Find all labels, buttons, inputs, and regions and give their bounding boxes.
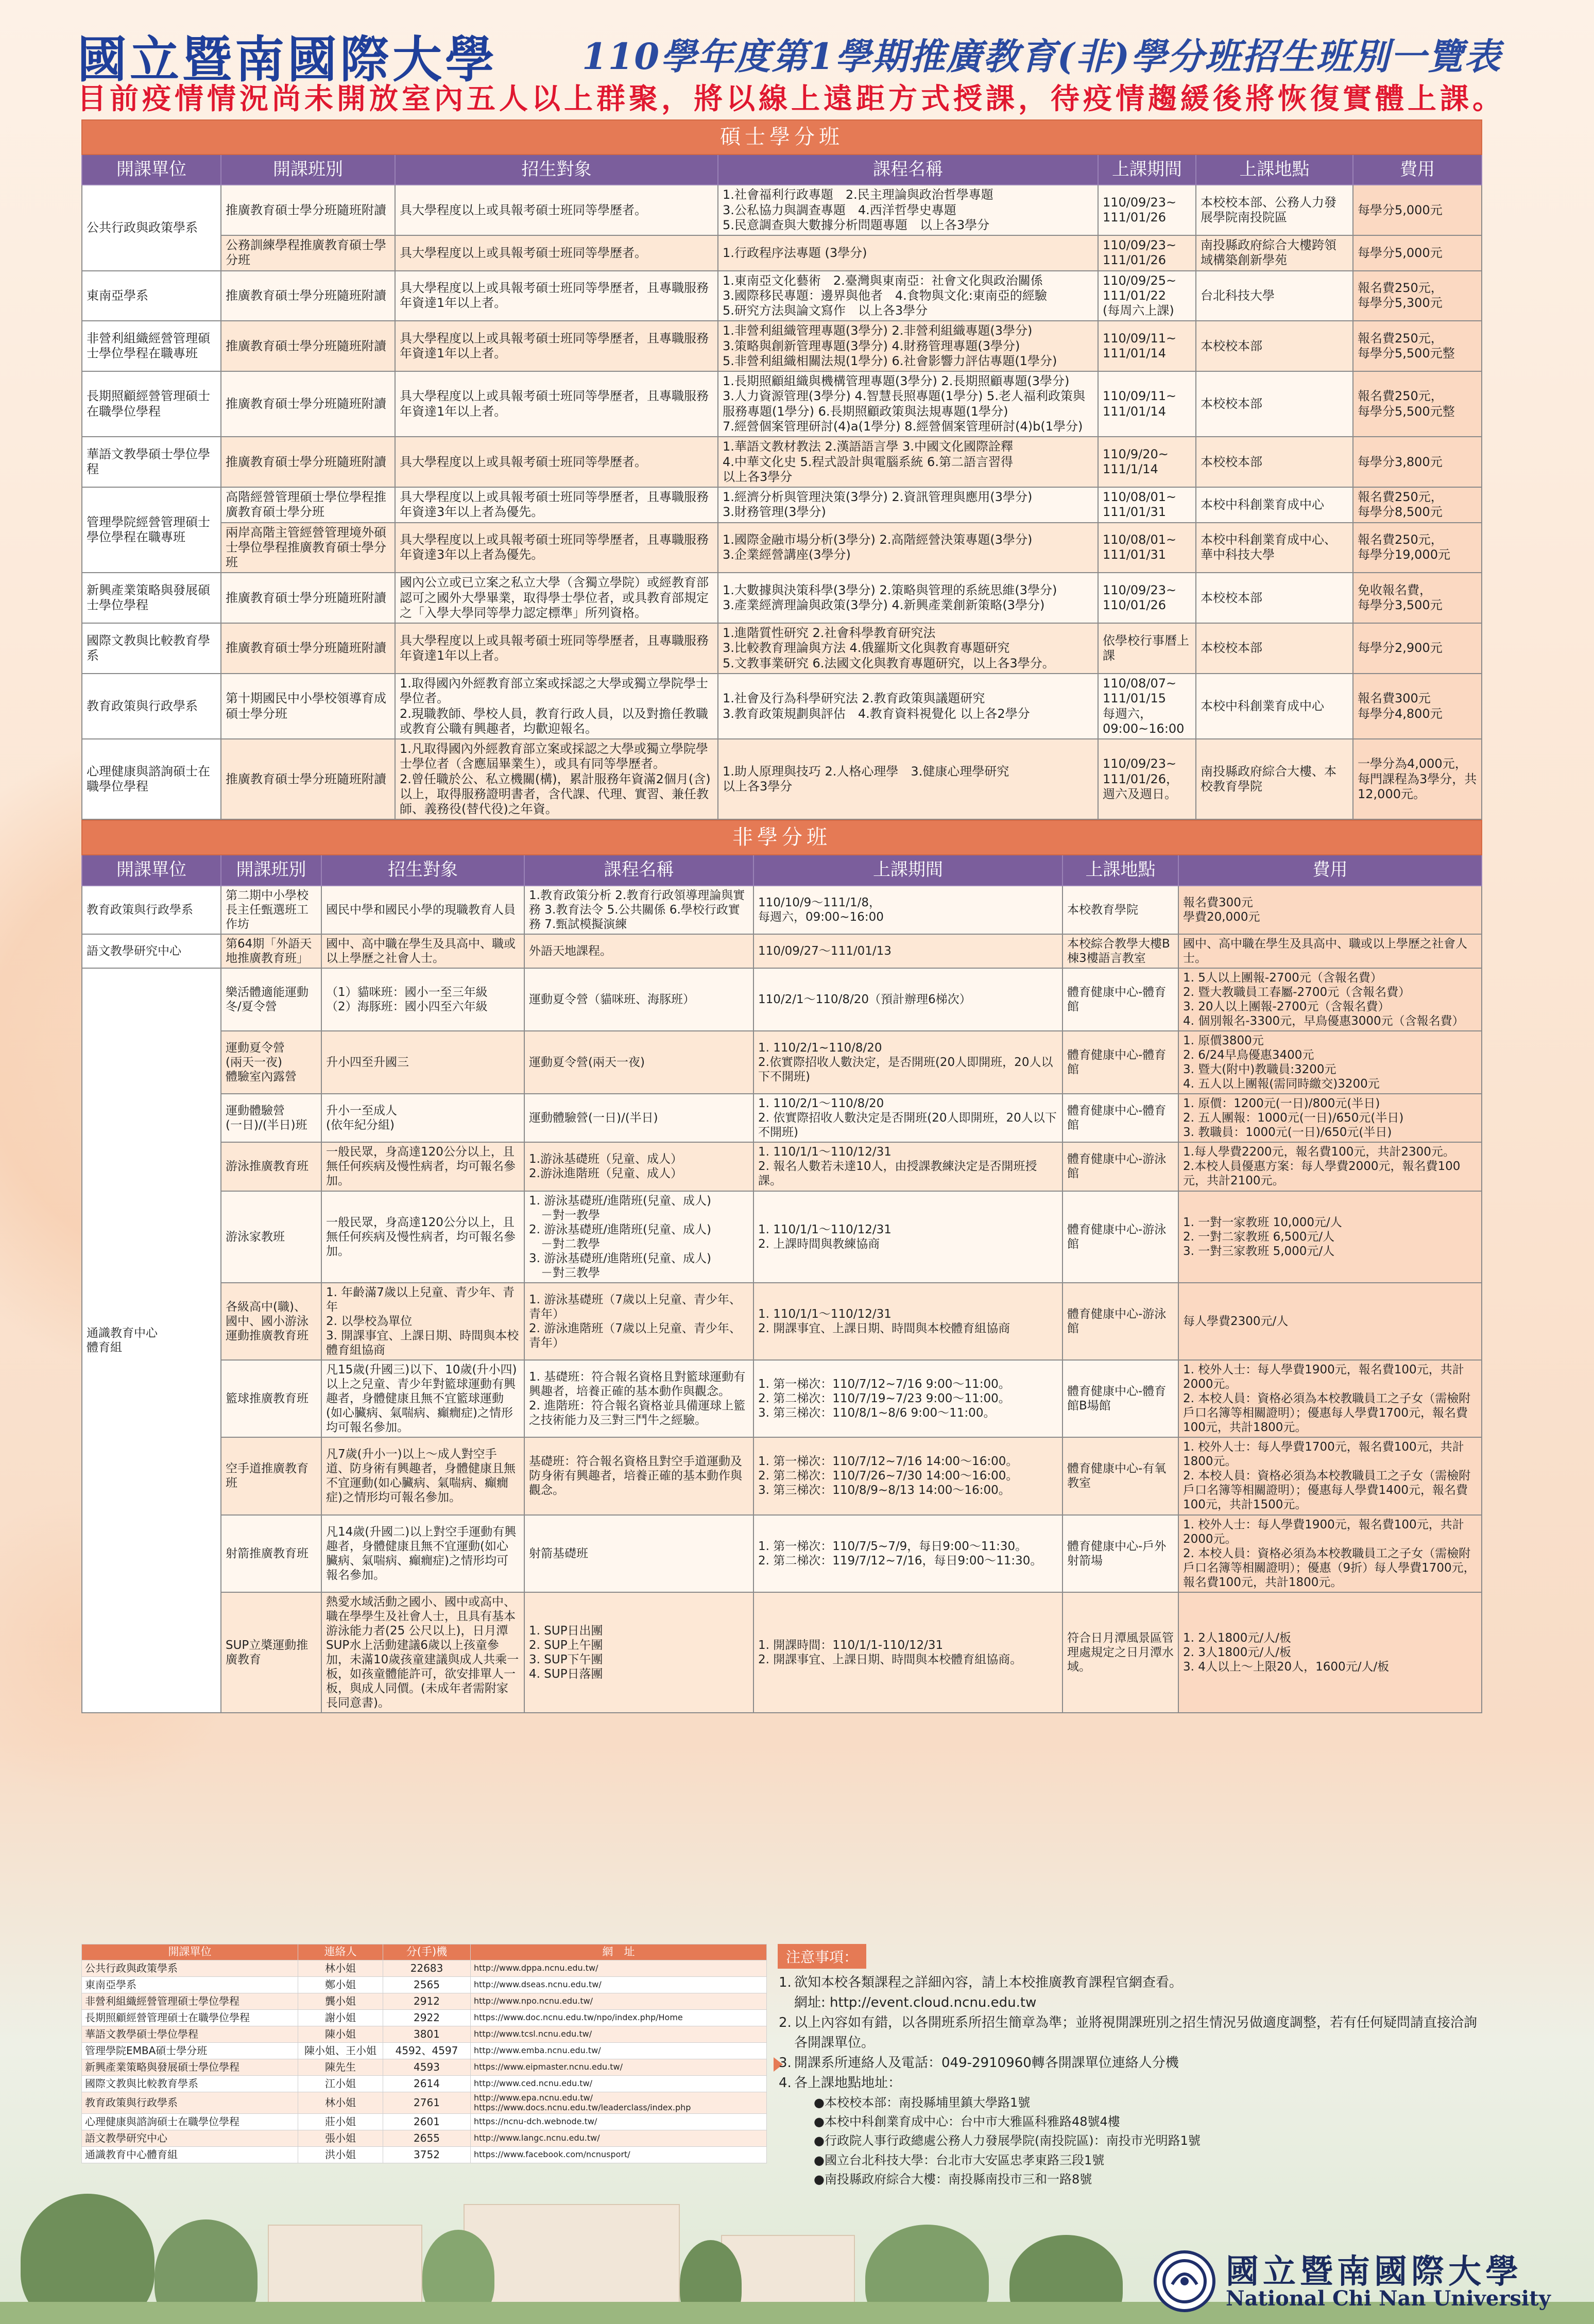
contact-cell: 林小姐: [298, 2092, 383, 2113]
note-number: 4.: [779, 2075, 792, 2091]
target-cell: 具大學程度以上或具報考碩士班同等學歷者，且專職服務年資達1年以上者。: [395, 371, 718, 437]
column-header: 上課地點: [1062, 855, 1178, 885]
section-title-noncredit: 非學分班: [82, 820, 1482, 855]
target-cell: 國中、高中職在學生及具高中、職或以上學歷之社會人士。: [321, 934, 524, 968]
course-tables: [81, 119, 1481, 1713]
table-row: [82, 1360, 1482, 1437]
period-cell: 1. 第一梯次：110/7/12~7/16 9:00～11:00。 2. 第二梯次：110/7/19~7/23 9:00～11:00。 3. 第三梯次：110/8/1~8/6 9:00～11:00。: [753, 1360, 1062, 1437]
contact-column-header: 網 址: [471, 1944, 767, 1960]
table-row: [82, 886, 1482, 934]
note-text: 以上內容如有錯，以各開班系所招生簡章為準；並將視開課班別之招生情況另做適度調整，若有任何疑問請直接洽詢各開課單位。: [794, 2015, 1478, 2051]
course-cell: 1.游泳基礎班（兒童、成人） 2.游泳進階班（兒童、成人）: [524, 1142, 753, 1191]
period-cell: 1. 110/1/1～110/12/31 2. 開課事宜、上課日期、時間與本校體育組協商: [753, 1283, 1062, 1360]
place-cell: 南投縣政府綜合大樓、本校教育學院: [1196, 739, 1353, 819]
column-header: 費用: [1178, 855, 1482, 885]
course-cell: 1.長期照顧組織與機構管理專題(3學分) 2.長期照顧專題(3學分) 3.人力資源管理(3學分) 4.智慧長照專題(1學分) 5.老人福利政策與服務專題(1學分) 6.長期照顧政策與法規專題(1學分) 7.經營個案管理研討(4)a(1學分) 8.經營個案管理研討(4)b(1學分): [718, 371, 1098, 437]
course-cell: 1.行政程序法專題 (3學分): [718, 235, 1098, 271]
contact-cell: 心理健康與諮詢碩士在職學位學程: [82, 2113, 298, 2130]
column-header: 課程名稱: [718, 154, 1098, 185]
logo-emblem-icon: [1154, 2250, 1215, 2312]
fee-cell: 每學分3,800元: [1353, 437, 1482, 487]
place-cell: 體育健康中心-有氧教室: [1062, 1437, 1178, 1514]
unit-cell: 心理健康與諮詢碩士在職學位學程: [82, 739, 221, 819]
table-row: [82, 487, 1482, 523]
contact-cell: 林小姐: [298, 1960, 383, 1976]
note-item: [779, 2013, 1488, 2053]
note-text: 各上課地點地址：: [794, 2075, 902, 2091]
period-cell: 110/2/1～110/8/20（預計辦理6梯次）: [753, 968, 1062, 1031]
cls-cell: 游泳推廣教育班: [221, 1142, 321, 1191]
unit-cell: 新興產業策略與發展碩士學位學程: [82, 573, 221, 623]
cls-cell: 籃球推廣教育班: [221, 1360, 321, 1437]
unit-cell: 東南亞學系: [82, 271, 221, 321]
target-cell: 一般民眾，身高達120公分以上，且無任何疾病及慢性病者，均可報名參加。: [321, 1191, 524, 1283]
fee-cell: 每學分2,900元: [1353, 623, 1482, 674]
table-row: [82, 934, 1482, 968]
course-cell: 運動體驗營(一日)/(半日): [524, 1094, 753, 1142]
course-cell: 1.經濟分析與管理決策(3學分) 2.資訊管理與應用(3學分) 3.財務管理(3學分): [718, 487, 1098, 523]
table-row: [82, 185, 1482, 235]
cls-cell: 第十期國民中小學校領導育成碩士學分班: [221, 674, 395, 739]
unit-cell: 教育政策與行政學系: [82, 886, 221, 934]
contact-cell: 張小姐: [298, 2130, 383, 2146]
course-cell: 基礎班：符合報名資格且對空手道運動及防身術有興趣者，培養正確的基本動作與觀念。: [524, 1437, 753, 1514]
document-title: 110學年度第1學期推廣教育(非)學分班招生班別一覽表: [582, 35, 1502, 78]
place-cell: 台北科技大學: [1196, 271, 1353, 321]
period-cell: 110/10/9～111/1/8， 每週六，09:00~16:00: [753, 886, 1062, 934]
contact-cell: 2922: [383, 2009, 471, 2026]
notes-title: 注意事項：: [778, 1944, 866, 1969]
target-cell: 1.凡取得國內外經教育部立案或採認之大學或獨立學院學士學位者（含應屆畢業生），或具有同等學歷者。 2.曾任職於公、私立機關(構)，累計服務年資滿2個月(含)以上，取得服務證明書者，含代課、代理、實習、兼任教師、義務役(替代役)之年資。: [395, 739, 718, 819]
contact-row: [82, 2059, 767, 2075]
contact-row: [82, 1960, 767, 1976]
table-row: [82, 523, 1482, 573]
cls-cell: 射箭推廣教育班: [221, 1515, 321, 1592]
address-item: ●行政院人事行政總處公務人力發展學院(南投院區)：南投市光明路1號: [814, 2133, 1201, 2148]
period-cell: 110/08/01~ 111/01/31: [1098, 523, 1196, 573]
note-number: 3.: [779, 2055, 792, 2071]
target-cell: 具大學程度以上或具報考碩士班同等學歷者，且專職服務年資達1年以上者。: [395, 271, 718, 321]
period-cell: 110/09/11~ 111/01/14: [1098, 371, 1196, 437]
period-cell: 1. 第一梯次：110/7/5~7/9，每日9:00～11:30。 2. 第二梯次：119/7/12~7/16，每日9:00～11:30。: [753, 1515, 1062, 1592]
fee-cell: 國中、高中職在學生及具高中、職或以上學歷之社會人士。: [1178, 934, 1482, 968]
course-cell: 1. 基礎班：符合報名資格且對籃球運動有興趣者，培養正確的基本動作與觀念。 2. 進階班：符合報名資格並具備運球上籃之技術能力及三對三鬥牛之經驗。: [524, 1360, 753, 1437]
period-cell: 110/09/23~ 111/01/26: [1098, 235, 1196, 271]
column-header: 開課單位: [82, 855, 221, 885]
fee-cell: 報名費250元， 每學分19,000元: [1353, 523, 1482, 573]
place-cell: 本校校本部: [1196, 321, 1353, 371]
target-cell: 升小一至成人 (依年紀分組): [321, 1094, 524, 1142]
contact-cell: 2912: [383, 1993, 471, 2009]
target-cell: 凡7歲(升小一)以上～成人對空手道、防身術有興趣者，身體健康且無不宜運動(如心臟病、氣喘病、癲癇症)之情形均可報名參加。: [321, 1437, 524, 1514]
table-row: [82, 623, 1482, 674]
contact-cell: 新興產業策略與發展碩士學位學程: [82, 2059, 298, 2075]
cls-cell: 推廣教育碩士學分班隨班附讀: [221, 321, 395, 371]
course-cell: 1.東南亞文化藝術 2.臺灣與東南亞：社會文化與政治關係 3.國際移民專題：邊界與他者 4.食物與文化:東南亞的經驗 5.研究方法與論文寫作 以上各3學分: [718, 271, 1098, 321]
contact-cell: 陳先生: [298, 2059, 383, 2075]
unit-cell: 教育政策與行政學系: [82, 674, 221, 739]
note-item: [779, 2073, 1488, 2093]
course-cell: 1.社會及行為科學研究法 2.教育政策與議題研究 3.教育政策規劃與評估 4.教育資料視覺化 以上各2學分: [718, 674, 1098, 739]
pandemic-notice: 目前疫情情況尚未開放室內五人以上群聚，將以線上遠距方式授課，待疫情趨緩後將恢復實體上課。: [77, 82, 1505, 116]
contact-cell: 2761: [383, 2092, 471, 2113]
contact-cell: 2601: [383, 2113, 471, 2130]
cls-cell: 游泳家教班: [221, 1191, 321, 1283]
course-cell: 運動夏令營（貓咪班、海豚班）: [524, 968, 753, 1031]
logo-chinese-name: 國立暨南國際大學: [1226, 2252, 1522, 2291]
cls-cell: 推廣教育碩士學分班隨班附讀: [221, 573, 395, 623]
noncredit-class-table: [81, 820, 1482, 1713]
period-cell: 110/08/07~ 111/01/15 每週六， 09:00~16:00: [1098, 674, 1196, 739]
notes-panel: [778, 1944, 1488, 2189]
page-header: [77, 21, 1519, 116]
contact-cell: 語文教學研究中心: [82, 2130, 298, 2146]
fee-cell: 每學分5,000元: [1353, 185, 1482, 235]
fee-cell: 1. 2人1800元/人/板 2. 3人1800元/人/板 3. 4人以上～上限20人，1600元/人/板: [1178, 1592, 1482, 1713]
place-cell: 符合日月潭風景區管理處規定之日月潭水域。: [1062, 1592, 1178, 1713]
table-row: [82, 674, 1482, 739]
cls-cell: 第二期中小學校長主任甄選班工作坊: [221, 886, 321, 934]
cls-cell: 推廣教育碩士學分班隨班附讀: [221, 271, 395, 321]
cls-cell: 空手道推廣教育班: [221, 1437, 321, 1514]
contact-url[interactable]: http://www.langc.ncnu.edu.tw/: [471, 2130, 767, 2146]
target-cell: 具大學程度以上或具報考碩士班同等學歷者，且專職服務年資達3年以上者為優先。: [395, 487, 718, 523]
period-cell: 1. 110/2/1～110/8/20 2. 依實際招收人數決定是否開班(20人即開班，20人以下不開班): [753, 1094, 1062, 1142]
place-cell: 本校中科創業育成中心: [1196, 674, 1353, 739]
contact-url[interactable]: http://www.emba.ncnu.edu.tw/: [471, 2042, 767, 2059]
unit-cell: 語文教學研究中心: [82, 934, 221, 968]
contact-cell: 2614: [383, 2075, 471, 2092]
target-cell: 國民中學和國民小學的現職教育人員: [321, 886, 524, 934]
contact-table: [81, 1944, 767, 2163]
address-item: ●本校校本部：南投縣埔里鎮大學路1號: [814, 2095, 1031, 2110]
contact-cell: 通識教育中心體育組: [82, 2146, 298, 2163]
place-cell: 本校校本部: [1196, 573, 1353, 623]
table-row: [82, 1142, 1482, 1191]
contact-row: [82, 2042, 767, 2059]
cls-cell: 推廣教育碩士學分班隨班附讀: [221, 739, 395, 819]
cls-cell: 推廣教育碩士學分班隨班附讀: [221, 437, 395, 487]
course-cell: 1.社會福利行政專題 2.民主理論與政治哲學專題 3.公私協力與調查專題 4.西洋哲學史專題 5.民意調查與大數據分析問題專題 以上各3學分: [718, 185, 1098, 235]
fee-cell: 1. 校外人士：每人學費1900元，報名費100元，共計2000元。 2. 本校人員：資格必須為本校教職員工之子女（需檢附戶口名簿等相關證明）；優惠（9折）每人學費1700元，報名費100元，共計1800元。: [1178, 1515, 1482, 1592]
contact-url[interactable]: http://www.dseas.ncnu.edu.tw/: [471, 1976, 767, 1993]
target-cell: 升小四至升國三: [321, 1031, 524, 1094]
contact-cell: 謝小姐: [298, 2009, 383, 2026]
cls-cell: 兩岸高階主管經營管理境外碩士學位學程推廣教育碩士學分班: [221, 523, 395, 573]
cls-cell: 樂活體適能運動冬/夏令營: [221, 968, 321, 1031]
table-row: [82, 235, 1482, 271]
target-cell: 具大學程度以上或具報考碩士班同等學歷者。: [395, 185, 718, 235]
table-row: [82, 1515, 1482, 1592]
period-cell: 1. 開課時間：110/1/1-110/12/31 2. 開課事宜、上課日期、時間與本校體育組協商。: [753, 1592, 1062, 1713]
place-cell: 體育健康中心-游泳館: [1062, 1191, 1178, 1283]
logo-english-name: National Chi Nan University: [1226, 2286, 1551, 2311]
unit-cell: 非營利組織經營管理碩士學位學程在職專班: [82, 321, 221, 371]
contact-cell: 公共行政與政策學系: [82, 1960, 298, 1976]
target-cell: 凡15歲(升國三)以下、10歲(升小四)以上之兒童、青少年對籃球運動有興趣者，身體健康且無不宜籃球運動(如心臟病、氣喘病、癲癇症)之情形均可報名參加。: [321, 1360, 524, 1437]
table-row: [82, 1191, 1482, 1283]
contact-column-header: 連絡人: [298, 1944, 383, 1960]
fee-cell: 1. 校外人士：每人學費1700元，報名費100元，共計1800元。 2. 本校人員：資格必須為本校教職員工之子女（需檢附戶口名簿等相關證明）；優惠每人學費1400元，報名費100元，共計1500元。: [1178, 1437, 1482, 1514]
course-cell: 1.大數據與決策科學(3學分) 2.策略與管理的系統思維(3學分) 3.產業經濟理論與政策(3學分) 4.新興產業創新策略(3學分): [718, 573, 1098, 623]
target-cell: 凡14歲(升國二)以上對空手運動有興趣者，身體健康且無不宜運動(如心臟病、氣喘病、癲癇症)之情形均可報名參加。: [321, 1515, 524, 1592]
note-text: 欲知本校各類課程之詳細內容，請上本校推廣教育課程官網查看。 網址: http://event.cloud.ncnu.edu.tw: [794, 1975, 1183, 2010]
target-cell: （1）貓咪班：國小一至三年級 （2）海豚班：國小四至六年級: [321, 968, 524, 1031]
fee-cell: 報名費250元， 每學分8,500元: [1353, 487, 1482, 523]
contact-cell: 4593: [383, 2059, 471, 2075]
contact-cell: 2565: [383, 1976, 471, 1993]
fee-cell: 報名費250元， 每學分5,300元: [1353, 271, 1482, 321]
table-row: [82, 1094, 1482, 1142]
period-cell: 110/09/25~ 111/01/22 (每周六上課): [1098, 271, 1196, 321]
contact-cell: 3752: [383, 2146, 471, 2163]
place-cell: 本校中科創業育成中心: [1196, 487, 1353, 523]
fee-cell: 每人學費2300元/人: [1178, 1283, 1482, 1360]
target-cell: 具大學程度以上或具報考碩士班同等學歷者。: [395, 235, 718, 271]
contact-cell: 鄭小姐: [298, 1976, 383, 1993]
period-cell: 110/09/27～111/01/13: [753, 934, 1062, 968]
course-cell: 射箭基礎班: [524, 1515, 753, 1592]
fee-cell: 每學分5,000元: [1353, 235, 1482, 271]
note-text: 開課系所連絡人及電話：049-2910960轉各開課單位連絡人分機: [794, 2055, 1179, 2071]
university-title: 國立暨南國際大學: [77, 30, 498, 89]
contact-url[interactable]: https://www.eipmaster.ncnu.edu.tw/: [471, 2059, 767, 2075]
target-cell: 1.取得國內外經教育部立案或採認之大學或獨立學院學士學位者。 2.現職教師、學校人員，教育行政人員，以及對擔任教職或教育公職有興趣者，均歡迎報名。: [395, 674, 718, 739]
contact-row: [82, 2092, 767, 2113]
contact-row: [82, 1993, 767, 2009]
address-item: ●國立台北科技大學：台北市大安區忠孝東路三段1號: [814, 2153, 1105, 2167]
unit-cell: 通識教育中心 體育組: [82, 968, 221, 1713]
contact-cell: 江小姐: [298, 2075, 383, 2092]
contact-column-header: 分(手)機: [383, 1944, 471, 1960]
table-row: [82, 271, 1482, 321]
contact-row: [82, 2113, 767, 2130]
target-cell: 具大學程度以上或具報考碩士班同等學歷者，且專職服務年資達3年以上者為優先。: [395, 523, 718, 573]
period-cell: 110/09/11~ 111/01/14: [1098, 321, 1196, 371]
contact-cell: 22683: [383, 1960, 471, 1976]
fee-cell: 1.每人學費2200元，報名費100元，共計2300元。 2.本校人員優惠方案：每人學費2000元，報名費100元，共計2100元。: [1178, 1142, 1482, 1191]
contact-cell: 陳小姐、王小姐: [298, 2042, 383, 2059]
place-cell: 南投縣政府綜合大樓跨領域構築創新學苑: [1196, 235, 1353, 271]
place-cell: 體育健康中心-體育館: [1062, 1094, 1178, 1142]
column-header: 上課地點: [1196, 154, 1353, 185]
cls-cell: 推廣教育碩士學分班隨班附讀: [221, 185, 395, 235]
period-cell: 110/9/20~ 111/1/14: [1098, 437, 1196, 487]
fee-cell: 1. 原價3800元 2. 6/24早鳥優惠3400元 3. 暨大(附中)教職員:3200元 4. 五人以上團報(需同時繳交)3200元: [1178, 1031, 1482, 1094]
fee-cell: 1. 校外人士：每人學費1900元，報名費100元，共計2000元。 2. 本校人員：資格必須為本校教職員工之子女（需檢附戶口名簿等相關證明）；優惠每人學費1700元，報名費100元，共計1800元。: [1178, 1360, 1482, 1437]
cls-cell: SUP立槳運動推廣教育: [221, 1592, 321, 1713]
fee-cell: 1. 原價：1200元(一日)/800元(半日) 2. 五人團報：1000元(一日)/650元(半日) 3. 教職員：1000元(一日)/650元(半日): [1178, 1094, 1482, 1142]
cls-cell: 高階經營管理碩士學位學程推廣教育碩士學分班: [221, 487, 395, 523]
university-logo: [1154, 2245, 1566, 2317]
contact-table-panel: [81, 1944, 766, 2163]
cls-cell: 推廣教育碩士學分班隨班附讀: [221, 623, 395, 674]
course-cell: 1. SUP日出團 2. SUP上午團 3. SUP下午團 4. SUP日落團: [524, 1592, 753, 1713]
place-cell: 本校中科創業育成中心、華中科技大學: [1196, 523, 1353, 573]
fee-cell: 一學分為4,000元，每門課程為3學分，共12,000元。: [1353, 739, 1482, 819]
cls-cell: 運動夏令營 (兩天一夜) 體驗室內露營: [221, 1031, 321, 1094]
place-cell: 本校校本部: [1196, 437, 1353, 487]
period-cell: 1. 110/1/1～110/12/31 2. 上課時間與教練協商: [753, 1191, 1062, 1283]
table-row: [82, 739, 1482, 819]
contact-cell: 洪小姐: [298, 2146, 383, 2163]
course-cell: 1.非營利組織管理專題(3學分) 2.非營利組織專題(3學分) 3.策略與創新管理專題(3學分) 4.財務管理專題(3學分) 5.非營利組織相關法規(1學分) 6.社會影響力評估專題(1學分): [718, 321, 1098, 371]
fee-cell: 免收報名費， 每學分3,500元: [1353, 573, 1482, 623]
column-header: 開課班別: [221, 855, 321, 885]
contact-cell: 管理學院EMBA碩士學分班: [82, 2042, 298, 2059]
table-row: [82, 437, 1482, 487]
contact-cell: 莊小姐: [298, 2113, 383, 2130]
course-cell: 1. 游泳基礎班（7歲以上兒童、青少年、青年） 2. 游泳進階班（7歲以上兒童、青少年、青年）: [524, 1283, 753, 1360]
table-row: [82, 321, 1482, 371]
table-row: [82, 1437, 1482, 1514]
contact-row: [82, 2026, 767, 2042]
target-cell: 具大學程度以上或具報考碩士班同等學歷者。: [395, 437, 718, 487]
course-cell: 1.華語文教材教法 2.漢語語言學 3.中國文化國際詮釋 4.中華文化史 5.程式設計與電腦系統 6.第二語言習得 以上各3學分: [718, 437, 1098, 487]
contact-url[interactable]: https://www.doc.ncnu.edu.tw/npo/index.php/Home: [471, 2009, 767, 2026]
column-header: 招生對象: [321, 855, 524, 885]
target-cell: 1. 年齡滿7歲以上兒童、青少年、青年 2. 以學校為單位 3. 開課事宜、上課日期、時間與本校體育組協商: [321, 1283, 524, 1360]
cls-cell: 運動體驗營 (一日)/(半日)班: [221, 1094, 321, 1142]
contact-cell: 2655: [383, 2130, 471, 2146]
column-header: 費用: [1353, 154, 1482, 185]
table-row: [82, 1592, 1482, 1713]
contact-cell: 陳小姐: [298, 2026, 383, 2042]
address-item: ●南投縣政府綜合大樓：南投縣南投市三和一路8號: [814, 2172, 1092, 2187]
period-cell: 110/09/23~ 110/01/26: [1098, 573, 1196, 623]
contact-url[interactable]: http://www.dppa.ncnu.edu.tw/: [471, 1960, 767, 1976]
table-row: [82, 573, 1482, 623]
period-cell: 110/08/01~ 111/01/31: [1098, 487, 1196, 523]
contact-url[interactable]: http://www.ced.ncnu.edu.tw/: [471, 2075, 767, 2092]
cls-cell: 公務訓練學程推廣教育碩士學分班: [221, 235, 395, 271]
section-title-credit: 碩士學分班: [82, 120, 1482, 154]
fee-cell: 報名費300元 每學分4,800元: [1353, 674, 1482, 739]
unit-cell: 華語文教學碩士學位學程: [82, 437, 221, 487]
contact-row: [82, 2009, 767, 2026]
course-cell: 外語天地課程。: [524, 934, 753, 968]
contact-cell: 非營利組織經營管理碩士學位學程: [82, 1993, 298, 2009]
fee-cell: 1. 一對一家教班 10,000元/人 2. 一對二家教班 6,500元/人 3. 一對三家教班 5,000元/人: [1178, 1191, 1482, 1283]
table-row: [82, 1283, 1482, 1360]
cls-cell: 第64期「外語天地推廣教育班」: [221, 934, 321, 968]
target-cell: 熱愛水域活動之國小、國中或高中、職在學學生及社會人士，且具有基本游泳能力者(25 公尺以上)，日月潭SUP水上活動建議6歲以上孩童參加，未滿10歲孩童建議與成人共乘一板，如孩童體能許可，欲安排單人一板，與成人同價。(未成年者需附家長同意書)。: [321, 1592, 524, 1713]
unit-cell: 國際文教與比較教育學系: [82, 623, 221, 674]
unit-cell: 管理學院經營管理碩士學位學程在職專班: [82, 487, 221, 573]
contact-cell: 長期照顧經營管理碩士在職學位學程: [82, 2009, 298, 2026]
fee-cell: 報名費300元 學費20,000元: [1178, 886, 1482, 934]
course-cell: 1. 游泳基礎班/進階班(兒童、成人) －對一教學 2. 游泳基礎班/進階班(兒童、成人) －對二教學 3. 游泳基礎班/進階班(兒童、成人) －對三教學: [524, 1191, 753, 1283]
contact-url[interactable]: http://www.tcsl.ncnu.edu.tw/: [471, 2026, 767, 2042]
place-cell: 本校校本部、公務人力發展學院南投院區: [1196, 185, 1353, 235]
contact-cell: 4592、4597: [383, 2042, 471, 2059]
place-cell: 本校綜合教學大樓B棟3樓語言教室: [1062, 934, 1178, 968]
cls-cell: 推廣教育碩士學分班隨班附讀: [221, 371, 395, 437]
target-cell: 國內公立或已立案之私立大學（含獨立學院）或經教育部認可之國外大學畢業，取得學士學位者，或具教育部規定之「入學大學同等學力認定標準」所列資格。: [395, 573, 718, 623]
table-row: [82, 1031, 1482, 1094]
place-cell: 本校校本部: [1196, 371, 1353, 437]
contact-row: [82, 2146, 767, 2163]
table-row: [82, 371, 1482, 437]
contact-row: [82, 2130, 767, 2146]
course-cell: 1.國際金融市場分析(3學分) 2.高階經營決策專題(3學分) 3.企業經營講座(3學分): [718, 523, 1098, 573]
column-header: 開課班別: [221, 154, 395, 185]
course-cell: 1.進階質性研究 2.社會科學教育研究法 3.比較教育理論與方法 4.俄羅斯文化與教育專題研究 5.文教事業研究 6.法國文化與教育專題研究，以上各3學分。: [718, 623, 1098, 674]
column-header: 招生對象: [395, 154, 718, 185]
contact-cell: 教育政策與行政學系: [82, 2092, 298, 2113]
target-cell: 一般民眾，身高達120公分以上，且無任何疾病及慢性病者，均可報名參加。: [321, 1142, 524, 1191]
unit-cell: 公共行政與政策學系: [82, 185, 221, 270]
table-row: [82, 968, 1482, 1031]
credit-class-table: [81, 119, 1482, 820]
fee-cell: 報名費250元， 每學分5,500元整: [1353, 321, 1482, 371]
place-cell: 體育健康中心-體育館: [1062, 1031, 1178, 1094]
period-cell: 110/09/23~ 111/01/26， 週六及週日。: [1098, 739, 1196, 819]
column-header: 開課單位: [82, 154, 221, 185]
place-cell: 體育健康中心-體育館: [1062, 968, 1178, 1031]
target-cell: 具大學程度以上或具報考碩士班同等學歷者，且專職服務年資達1年以上者。: [395, 321, 718, 371]
place-cell: 體育健康中心-游泳館: [1062, 1283, 1178, 1360]
period-cell: 1. 110/1/1～110/12/31 2. 報名人數若未達10人，由授課教練決定是否開班授課。: [753, 1142, 1062, 1191]
contact-row: [82, 2075, 767, 2092]
contact-url[interactable]: http://www.epa.ncnu.edu.tw/ https://www.docs.ncnu.edu.tw/leaderclass/index.php: [471, 2092, 767, 2113]
fee-cell: 報名費250元， 每學分5,500元整: [1353, 371, 1482, 437]
column-header: 上課期間: [1098, 154, 1196, 185]
place-cell: 體育健康中心-戶外射箭場: [1062, 1515, 1178, 1592]
place-cell: 本校教育學院: [1062, 886, 1178, 934]
contact-url[interactable]: http://www.npo.ncnu.edu.tw/: [471, 1993, 767, 2009]
contact-cell: 3801: [383, 2026, 471, 2042]
unit-cell: 長期照顧經營管理碩士在職學位學程: [82, 371, 221, 437]
contact-cell: 東南亞學系: [82, 1976, 298, 1993]
course-cell: 運動夏令營(兩天一夜): [524, 1031, 753, 1094]
column-header: 上課期間: [753, 855, 1062, 885]
cls-cell: 各級高中(職)、國中、國小游泳運動推廣教育班: [221, 1283, 321, 1360]
contact-row: [82, 1976, 767, 1993]
contact-cell: 華語文教學碩士學位學程: [82, 2026, 298, 2042]
place-cell: 體育健康中心-游泳館: [1062, 1142, 1178, 1191]
course-cell: 1.教育政策分析 2.教育行政領導理論與實務 3.教育法令 5.公共關係 6.學校行政實務 7.甄試模擬演練: [524, 886, 753, 934]
address-item: ●本校中科創業育成中心：台中市大雅區科雅路48號4樓: [814, 2114, 1120, 2129]
course-cell: 1.助人原理與技巧 2.人格心理學 3.健康心理學研究 以上各3學分: [718, 739, 1098, 819]
column-header: 課程名稱: [524, 855, 753, 885]
place-cell: 體育健康中心-體育館B場館: [1062, 1360, 1178, 1437]
contact-url[interactable]: https://ncnu-dch.webnode.tw/: [471, 2113, 767, 2130]
period-cell: 依學校行事曆上課: [1098, 623, 1196, 674]
contact-cell: 國際文教與比較教育學系: [82, 2075, 298, 2092]
note-number: 1.: [779, 1975, 792, 1990]
note-item: [779, 2053, 1488, 2073]
contact-column-header: 開課單位: [82, 1944, 298, 1960]
contact-cell: 龔小姐: [298, 1993, 383, 2009]
period-cell: 1. 第一梯次：110/7/12~7/16 14:00～16:00。 2. 第二梯次：110/7/26~7/30 14:00～16:00。 3. 第三梯次：110/8/9~8/13 14:00～16:00。: [753, 1437, 1062, 1514]
fee-cell: 1. 5人以上團報-2700元（含報名費） 2. 暨大教職員工春屬-2700元（含報名費） 3. 20人以上團報-2700元（含報名費） 4. 個別報名-3300元，早鳥優惠3000元（含報名費）: [1178, 968, 1482, 1031]
note-number: 2.: [779, 2015, 792, 2030]
period-cell: 1. 110/2/1~110/8/20 2.依實際招收人數決定，是否開班(20人即開班，20人以下不開班): [753, 1031, 1062, 1094]
note-item: [779, 1973, 1488, 2013]
place-cell: 本校校本部: [1196, 623, 1353, 674]
target-cell: 具大學程度以上或具報考碩士班同等學歷者，且專職服務年資達1年以上者。: [395, 623, 718, 674]
contact-url[interactable]: https://www.facebook.com/ncnusport/: [471, 2146, 767, 2163]
period-cell: 110/09/23~ 111/01/26: [1098, 185, 1196, 235]
